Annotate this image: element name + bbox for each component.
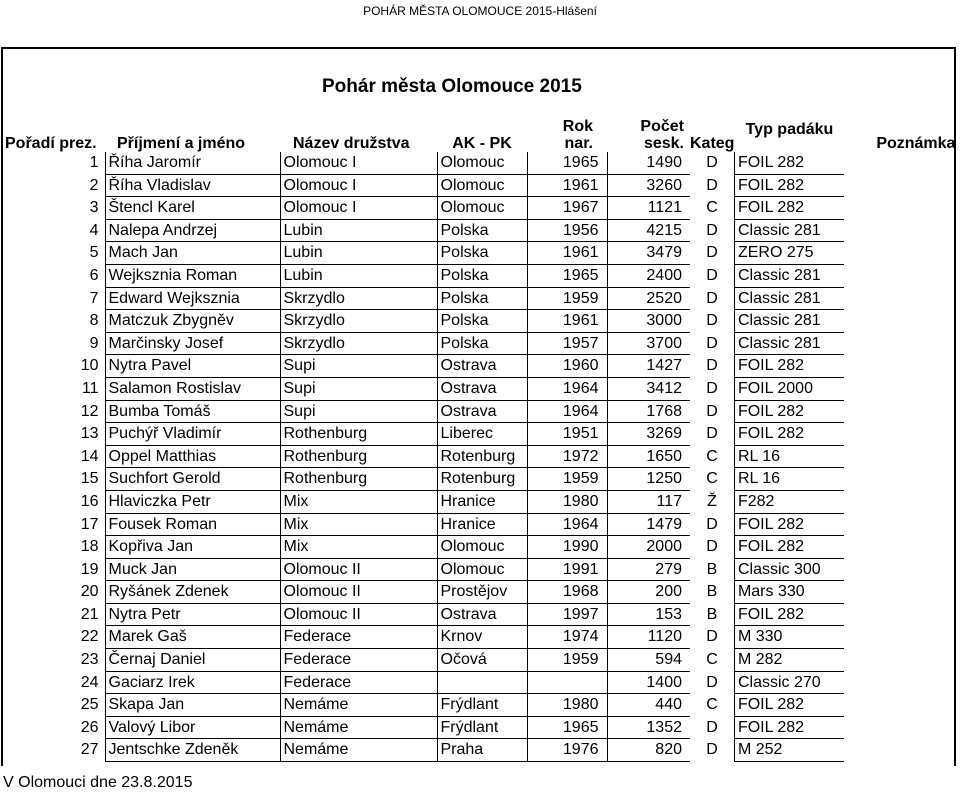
cell-club: Olomouc xyxy=(437,152,527,174)
row-number: 20 xyxy=(80,583,99,601)
cell-canopy: FOIL 282 xyxy=(734,174,844,197)
cell-canopy: Classic 270 xyxy=(734,671,844,694)
cell-category: D xyxy=(706,176,718,194)
cell-canopy: FOIL 282 xyxy=(734,355,844,378)
col-order: Pořadí prez. xyxy=(5,135,97,152)
cell-category: D xyxy=(706,741,718,759)
table-row xyxy=(0,513,959,536)
table-row xyxy=(0,581,959,604)
cell-year: 1961 xyxy=(527,174,607,197)
cell-club: Polska xyxy=(437,310,527,333)
cell-team: Olomouc I xyxy=(280,152,437,174)
cell-note xyxy=(844,174,959,197)
cell-team: Lubin xyxy=(280,219,437,242)
cell-note xyxy=(844,445,959,468)
cell-note xyxy=(844,513,959,536)
cell-name: Hlaviczka Petr xyxy=(105,490,280,513)
cell-category: D xyxy=(706,312,718,330)
row-number: 3 xyxy=(89,199,99,217)
cell-category: B xyxy=(706,560,718,578)
cell-canopy: F282 xyxy=(734,490,844,513)
cell-note xyxy=(844,468,959,491)
cell-jumps: 153 xyxy=(607,603,690,626)
cell-team: Mix xyxy=(280,513,437,536)
row-number: 14 xyxy=(80,447,99,465)
table-row xyxy=(0,310,959,333)
cell-canopy: RL 16 xyxy=(734,468,844,491)
cell-club: Prostějov xyxy=(437,581,527,604)
cell-jumps: 2400 xyxy=(607,264,690,287)
cell-note xyxy=(844,197,959,220)
cell-year: 1961 xyxy=(527,242,607,265)
row-number: 24 xyxy=(80,673,99,691)
table-row xyxy=(0,558,959,581)
cell-team: Olomouc II xyxy=(280,603,437,626)
cell-note xyxy=(844,355,959,378)
row-number: 26 xyxy=(80,718,99,736)
cell-category: C xyxy=(706,696,718,714)
cell-jumps: 1120 xyxy=(607,626,690,649)
cell-category: C xyxy=(706,651,718,669)
cell-canopy: Classic 281 xyxy=(734,287,844,310)
row-number: 25 xyxy=(80,696,99,714)
cell-category: D xyxy=(706,289,718,307)
cell-name: Salamon Rostislav xyxy=(105,377,280,400)
cell-canopy: Classic 281 xyxy=(734,219,844,242)
cell-name: Matczuk Zbygněv xyxy=(105,310,280,333)
cell-note xyxy=(844,332,959,355)
cell-club: Hranice xyxy=(437,490,527,513)
cell-note xyxy=(844,242,959,265)
cell-canopy: Mars 330 xyxy=(734,581,844,604)
col-year xyxy=(527,106,607,152)
cell-club: Ostrava xyxy=(437,603,527,626)
table-row xyxy=(0,671,959,694)
cell-canopy: FOIL 282 xyxy=(734,603,844,626)
cell-canopy: FOIL 282 xyxy=(734,423,844,446)
cell-name: Valový Libor xyxy=(105,716,280,739)
row-number: 17 xyxy=(80,515,99,533)
cell-team: Federace xyxy=(280,649,437,672)
cell-note xyxy=(844,423,959,446)
cell-club: Hranice xyxy=(437,513,527,536)
cell-club xyxy=(437,671,527,694)
cell-team: Olomouc II xyxy=(280,581,437,604)
cell-club: Rotenburg xyxy=(437,468,527,491)
row-number: 5 xyxy=(89,244,99,262)
cell-name: Nytra Pavel xyxy=(105,355,280,378)
cell-name: Bumba Tomáš xyxy=(105,400,280,423)
cell-year: 1991 xyxy=(527,558,607,581)
cell-category: D xyxy=(706,538,718,556)
cell-category: D xyxy=(706,379,718,397)
cell-year: 1974 xyxy=(527,626,607,649)
cell-club: Krnov xyxy=(437,626,527,649)
cell-note xyxy=(844,626,959,649)
cell-category: Ž xyxy=(707,492,717,510)
cell-club: Rotenburg xyxy=(437,445,527,468)
cell-team: Mix xyxy=(280,536,437,559)
cell-team: Skrzydlo xyxy=(280,287,437,310)
cell-club: Olomouc xyxy=(437,536,527,559)
cell-jumps: 4215 xyxy=(607,219,690,242)
cell-team: Olomouc I xyxy=(280,174,437,197)
cell-category: C xyxy=(706,447,718,465)
cell-note xyxy=(844,400,959,423)
cell-jumps: 1768 xyxy=(607,400,690,423)
cell-year: 1976 xyxy=(527,739,607,762)
cell-team: Olomouc I xyxy=(280,197,437,220)
cell-category: D xyxy=(706,244,718,262)
cell-year: 1968 xyxy=(527,581,607,604)
cell-canopy: FOIL 282 xyxy=(734,513,844,536)
row-number: 13 xyxy=(80,425,99,443)
cell-canopy: Classic 281 xyxy=(734,310,844,333)
cell-name: Říha Jaromír xyxy=(105,152,280,174)
cell-canopy: M 252 xyxy=(734,739,844,762)
table-row xyxy=(0,423,959,446)
cell-jumps: 3000 xyxy=(607,310,690,333)
cell-note xyxy=(844,716,959,739)
cell-category: B xyxy=(706,605,718,623)
cell-jumps: 2520 xyxy=(607,287,690,310)
cell-canopy: FOIL 2000 xyxy=(734,377,844,400)
cell-jumps: 440 xyxy=(607,694,690,717)
table-row xyxy=(0,152,959,174)
cell-year: 1957 xyxy=(527,332,607,355)
row-number: 23 xyxy=(80,651,99,669)
row-number: 6 xyxy=(89,266,99,284)
cell-note xyxy=(844,558,959,581)
cell-jumps: 117 xyxy=(607,490,690,513)
cell-category: D xyxy=(706,628,718,646)
cell-name: Oppel Matthias xyxy=(105,445,280,468)
cell-category: D xyxy=(706,718,718,736)
cell-year: 1965 xyxy=(527,264,607,287)
row-number: 2 xyxy=(89,176,99,194)
cell-canopy: Classic 281 xyxy=(734,264,844,287)
row-number: 19 xyxy=(80,560,99,578)
table-row xyxy=(0,536,959,559)
cell-name: Ryšánek Zdenek xyxy=(105,581,280,604)
cell-club: Polska xyxy=(437,287,527,310)
cell-year: 1997 xyxy=(527,603,607,626)
cell-name: Nytra Petr xyxy=(105,603,280,626)
cell-name: Muck Jan xyxy=(105,558,280,581)
row-number: 10 xyxy=(80,357,99,375)
cell-team: Nemáme xyxy=(280,716,437,739)
cell-team: Supi xyxy=(280,377,437,400)
cell-jumps: 820 xyxy=(607,739,690,762)
cell-team: Supi xyxy=(280,355,437,378)
table-row xyxy=(0,400,959,423)
cell-jumps: 1650 xyxy=(607,445,690,468)
cell-jumps: 3269 xyxy=(607,423,690,446)
row-number: 12 xyxy=(80,402,99,420)
cell-name: Suchfort Gerold xyxy=(105,468,280,491)
cell-year: 1959 xyxy=(527,649,607,672)
cell-note xyxy=(844,219,959,242)
cell-category: D xyxy=(706,154,718,172)
cell-note xyxy=(844,649,959,672)
cell-canopy: FOIL 282 xyxy=(734,694,844,717)
cell-category: B xyxy=(706,583,718,601)
col-canopy: Typ padáku xyxy=(745,120,834,138)
table-row xyxy=(0,377,959,400)
cell-team: Federace xyxy=(280,626,437,649)
table-row xyxy=(0,649,959,672)
cell-club: Olomouc xyxy=(437,174,527,197)
cell-club: Frýdlant xyxy=(437,694,527,717)
table-row xyxy=(0,445,959,468)
cell-canopy: Classic 281 xyxy=(734,332,844,355)
cell-team: Skrzydlo xyxy=(280,332,437,355)
cell-year: 1980 xyxy=(527,490,607,513)
cell-year: 1964 xyxy=(527,513,607,536)
cell-jumps: 1121 xyxy=(607,197,690,220)
cell-canopy: ZERO 275 xyxy=(734,242,844,265)
results-table xyxy=(0,106,959,762)
col-name: Příjmení a jméno xyxy=(117,135,246,152)
cell-name: Mach Jan xyxy=(105,242,280,265)
cell-name: Nalepa Andrzej xyxy=(105,219,280,242)
table-row xyxy=(0,694,959,717)
cell-club: Ostrava xyxy=(437,355,527,378)
cell-year xyxy=(527,671,607,694)
cell-year: 1965 xyxy=(527,152,607,174)
cell-year: 1959 xyxy=(527,468,607,491)
cell-club: Očová xyxy=(437,649,527,672)
cell-jumps: 594 xyxy=(607,649,690,672)
cell-canopy: M 330 xyxy=(734,626,844,649)
cell-jumps: 200 xyxy=(607,581,690,604)
col-team: Název družstva xyxy=(293,135,410,152)
col-jumps xyxy=(607,106,690,152)
cell-jumps: 2000 xyxy=(607,536,690,559)
row-number: 1 xyxy=(89,154,99,172)
cell-note xyxy=(844,287,959,310)
cell-canopy: RL 16 xyxy=(734,445,844,468)
cell-year: 1951 xyxy=(527,423,607,446)
cell-team: Lubin xyxy=(280,242,437,265)
cell-team: Rothenburg xyxy=(280,468,437,491)
cell-year: 1959 xyxy=(527,287,607,310)
cell-year: 1972 xyxy=(527,445,607,468)
row-number: 22 xyxy=(80,628,99,646)
cell-note xyxy=(844,739,959,762)
cell-team: Mix xyxy=(280,490,437,513)
row-number: 18 xyxy=(80,538,99,556)
table-row xyxy=(0,219,959,242)
page-title: Pohár města Olomouce 2015 xyxy=(322,76,582,97)
cell-name: Puchýř Vladimír xyxy=(105,423,280,446)
row-number: 21 xyxy=(80,605,99,623)
cell-year: 1964 xyxy=(527,400,607,423)
table-row xyxy=(0,332,959,355)
cell-note xyxy=(844,671,959,694)
cell-club: Polska xyxy=(437,242,527,265)
cell-team: Federace xyxy=(280,671,437,694)
table-row xyxy=(0,490,959,513)
row-number: 8 xyxy=(89,312,99,330)
cell-team: Skrzydlo xyxy=(280,310,437,333)
cell-category: D xyxy=(706,402,718,420)
row-number: 27 xyxy=(80,741,99,759)
cell-name: Edward Wejksznia xyxy=(105,287,280,310)
cell-team: Lubin xyxy=(280,264,437,287)
cell-year: 1961 xyxy=(527,310,607,333)
cell-club: Praha xyxy=(437,739,527,762)
table-row xyxy=(0,287,959,310)
cell-category: C xyxy=(706,199,718,217)
table-row xyxy=(0,197,959,220)
cell-note xyxy=(844,152,959,174)
cell-jumps: 279 xyxy=(607,558,690,581)
cell-name: Skapa Jan xyxy=(105,694,280,717)
cell-name: Jentschke Zdeněk xyxy=(105,739,280,762)
table-row xyxy=(0,716,959,739)
cell-club: Frýdlant xyxy=(437,716,527,739)
cell-note xyxy=(844,490,959,513)
cell-year: 1965 xyxy=(527,716,607,739)
col-category: Kateg xyxy=(690,135,735,152)
cell-club: Ostrava xyxy=(437,400,527,423)
cell-name: Gaciarz Irek xyxy=(105,671,280,694)
cell-year: 1980 xyxy=(527,694,607,717)
cell-name: Marčinsky Josef xyxy=(105,332,280,355)
cell-year: 1967 xyxy=(527,197,607,220)
col-year-top: Rok xyxy=(562,118,593,135)
cell-jumps: 1400 xyxy=(607,671,690,694)
cell-canopy: Classic 300 xyxy=(734,558,844,581)
cell-note xyxy=(844,377,959,400)
cell-category: D xyxy=(706,357,718,375)
cell-category: D xyxy=(706,515,718,533)
cell-club: Ostrava xyxy=(437,377,527,400)
table-row xyxy=(0,355,959,378)
cell-team: Rothenburg xyxy=(280,423,437,446)
cell-canopy: FOIL 282 xyxy=(734,152,844,174)
cell-name: Kopřiva Jan xyxy=(105,536,280,559)
cell-team: Nemáme xyxy=(280,739,437,762)
cell-canopy: FOIL 282 xyxy=(734,536,844,559)
cell-jumps: 1352 xyxy=(607,716,690,739)
table-row xyxy=(0,174,959,197)
table-row xyxy=(0,739,959,762)
cell-club: Polska xyxy=(437,264,527,287)
cell-canopy: FOIL 282 xyxy=(734,716,844,739)
cell-name: Wejksznia Roman xyxy=(105,264,280,287)
col-jumps-bottom: sesk. xyxy=(643,135,684,152)
cell-jumps: 1490 xyxy=(607,152,690,174)
cell-category: D xyxy=(706,266,718,284)
cell-year: 1956 xyxy=(527,219,607,242)
cell-team: Supi xyxy=(280,400,437,423)
cell-note xyxy=(844,536,959,559)
row-number: 9 xyxy=(89,334,99,352)
cell-category: D xyxy=(706,334,718,352)
row-number: 11 xyxy=(81,379,99,397)
cell-canopy: FOIL 282 xyxy=(734,197,844,220)
cell-canopy: FOIL 282 xyxy=(734,400,844,423)
cell-team: Rothenburg xyxy=(280,445,437,468)
cell-club: Polska xyxy=(437,219,527,242)
cell-club: Olomouc xyxy=(437,197,527,220)
cell-note xyxy=(844,310,959,333)
cell-year: 1964 xyxy=(527,377,607,400)
cell-name: Černaj Daniel xyxy=(105,649,280,672)
table-row xyxy=(0,264,959,287)
cell-club: Olomouc xyxy=(437,558,527,581)
table-row xyxy=(0,626,959,649)
footer-date: V Olomouci dne 23.8.2015 xyxy=(3,774,193,791)
table-row xyxy=(0,468,959,491)
cell-jumps: 3412 xyxy=(607,377,690,400)
cell-jumps: 1250 xyxy=(607,468,690,491)
cell-name: Fousek Roman xyxy=(105,513,280,536)
row-number: 16 xyxy=(80,492,99,510)
col-jumps-top: Počet xyxy=(640,118,684,135)
cell-jumps: 1427 xyxy=(607,355,690,378)
row-number: 7 xyxy=(89,289,99,307)
table-row xyxy=(0,242,959,265)
cell-team: Olomouc II xyxy=(280,558,437,581)
cell-club: Polska xyxy=(437,332,527,355)
cell-category: D xyxy=(706,673,718,691)
col-year-bottom: nar. xyxy=(564,135,593,152)
cell-category: D xyxy=(706,221,718,239)
col-note: Poznámka xyxy=(876,135,956,152)
cell-canopy: M 282 xyxy=(734,649,844,672)
cell-jumps: 3260 xyxy=(607,174,690,197)
table-row xyxy=(0,603,959,626)
cell-year: 1960 xyxy=(527,355,607,378)
cell-jumps: 3700 xyxy=(607,332,690,355)
cell-note xyxy=(844,694,959,717)
cell-jumps: 3479 xyxy=(607,242,690,265)
cell-name: Marek Gaš xyxy=(105,626,280,649)
cell-note xyxy=(844,603,959,626)
cell-club: Liberec xyxy=(437,423,527,446)
cell-jumps: 1479 xyxy=(607,513,690,536)
col-club: AK - PK xyxy=(452,135,512,152)
cell-team: Nemáme xyxy=(280,694,437,717)
cell-name: Říha Vladislav xyxy=(105,174,280,197)
cell-category: C xyxy=(706,470,718,488)
row-number: 4 xyxy=(89,221,99,239)
cell-name: Štencl Karel xyxy=(105,197,280,220)
cell-category: D xyxy=(706,425,718,443)
cell-year: 1990 xyxy=(527,536,607,559)
document-header: POHÁR MĚSTA OLOMOUCE 2015-Hlášení xyxy=(363,4,597,18)
table-header-row xyxy=(0,106,959,152)
cell-note xyxy=(844,264,959,287)
row-number: 15 xyxy=(80,470,99,488)
cell-note xyxy=(844,581,959,604)
